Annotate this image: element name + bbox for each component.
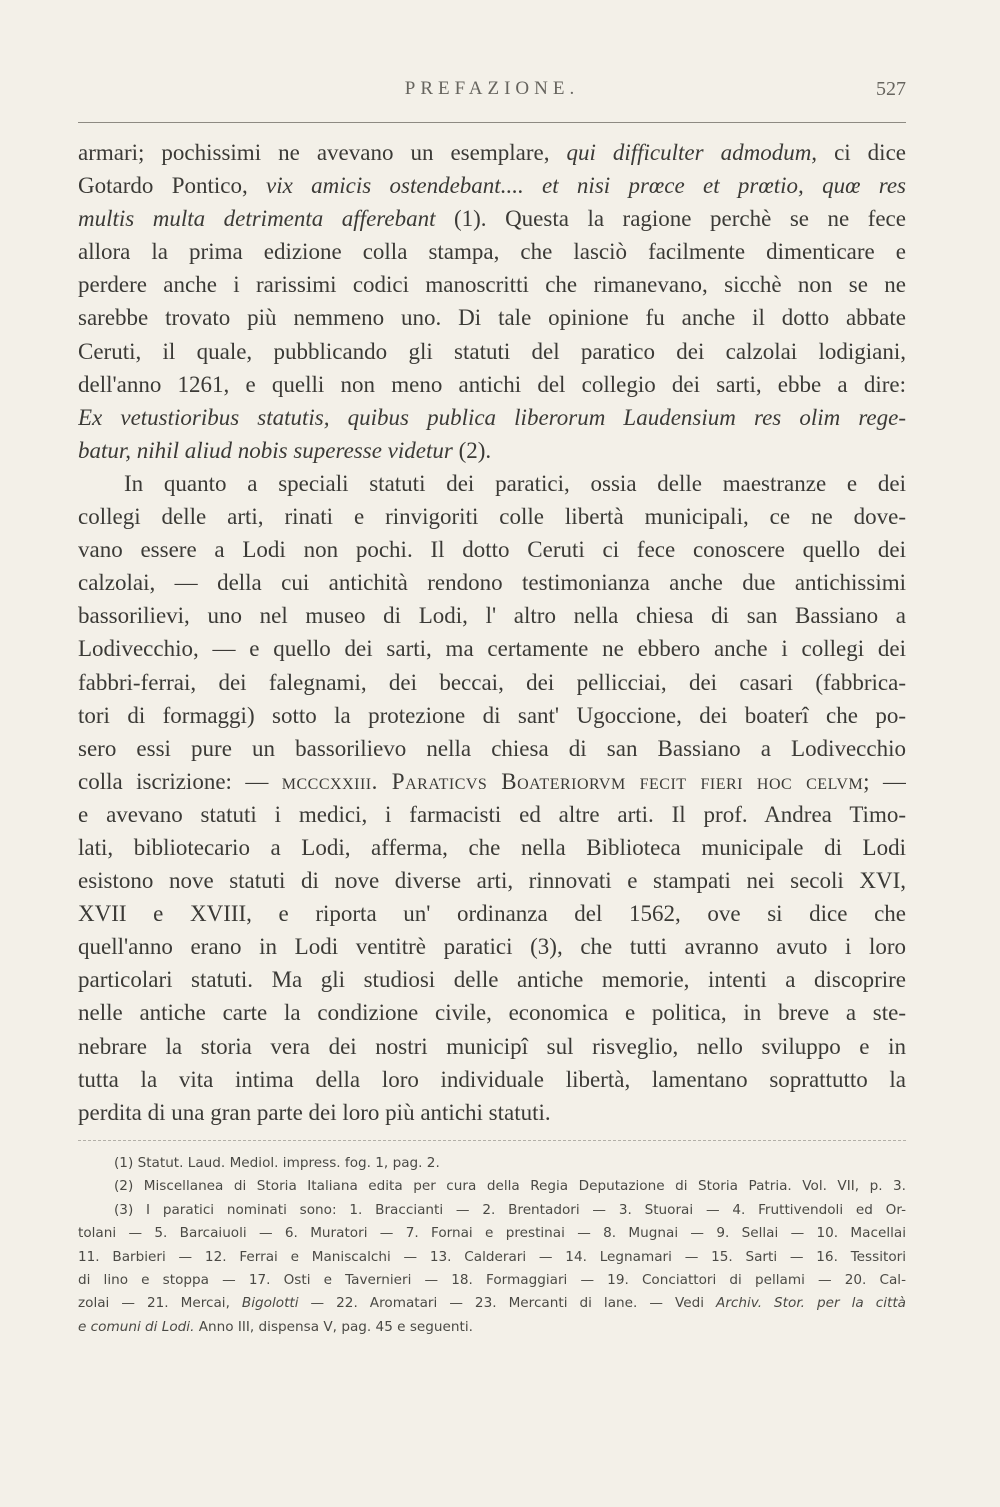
italic-run: vix amicis ostendebant.... et nisi prœce et prœtio, quœ res xyxy=(266,173,906,199)
footnote-line xyxy=(78,1316,906,1339)
text-line: Lodivecchio, — e quello dei sarti, ma certamente ne ebbero anche i collegi dei xyxy=(78,636,906,662)
text-line: nelle antiche carte la condizione civile, economica e politica, in breve a ste- xyxy=(78,1000,906,1026)
text-run: Gotardo Pontico, xyxy=(78,173,267,199)
text-line xyxy=(78,765,906,798)
text-line: tori di formaggi) sotto la protezione di sant' Ugoccione, dei boaterî che po- xyxy=(78,702,906,728)
italic-run: multis multa detrimenta afferebant xyxy=(78,206,436,232)
text-line: perdita di una gran parte dei loro più antichi statuti. xyxy=(78,1099,551,1125)
text-line: dell'anno 1261, e quelli non meno antichi del collegio dei sarti, ebbe a dire: xyxy=(78,371,906,397)
text-line xyxy=(78,202,906,235)
page-number: 527 xyxy=(876,78,906,100)
text-line: vano essere a Lodi non pochi. Il dotto Ceruti ci fece conoscere quello dei xyxy=(78,537,906,563)
text-run: ; — xyxy=(863,768,906,794)
text-run: Anno III, dispensa V, pag. 45 e seguenti. xyxy=(194,1318,473,1335)
text-line: perdere anche i rarissimi codici manoscritti che rimanevano, sicchè non se ne xyxy=(78,272,906,298)
footnote-3: (3) I paratici nominati sono: 1. Braccianti — 2. Brentadori — 3. Stuorai — 4. Fruttivendoli ed Or- xyxy=(114,1201,906,1218)
text-line: allora la prima edizione colla stampa, che lasciò facilmente dimenticare e xyxy=(78,239,906,265)
text-line: calzolai, — della cui antichità rendono testimonianza anche due antichissimi xyxy=(78,570,906,596)
text-run: ci dice xyxy=(817,140,906,165)
footnote-1: (1) Statut. Laud. Mediol. impress. fog. 1, pag. 2. xyxy=(114,1155,440,1171)
page-header xyxy=(78,78,906,108)
text-line: quell'anno erano in Lodi ventitrè paratici (3), che tutti avranno avuto i loro xyxy=(78,934,906,960)
text-line: lati, bibliotecario a Lodi, afferma, che nella Biblioteca municipale di Lodi xyxy=(78,834,906,860)
inscription-smallcaps: mccc​xxiii. Paraticvs Boateriorvm fecit fieri hoc celvm xyxy=(281,768,864,794)
footnote-line: tolani — 5. Barcaiuoli — 6. Muratori — 7. Fornai e prestinai — 8. Mugnai — 9. Sellai — 10. Macellai xyxy=(78,1225,906,1242)
text-line: sarebbe trovato più nemmeno uno. Di tale opinione fu anche il dotto abbate xyxy=(78,305,906,331)
text-run: colla iscrizione: — xyxy=(78,768,282,794)
italic-run: e comuni di Lodi. xyxy=(78,1318,195,1335)
text-line xyxy=(78,434,906,467)
running-title: PREFAZIONE. xyxy=(404,78,580,99)
text-line xyxy=(78,169,906,202)
text-run: (1). Questa la ragione perchè se ne fece xyxy=(435,206,906,232)
body-text xyxy=(78,136,906,1129)
footnote-line: di lino e stoppa — 17. Osti e Tavernieri — 18. Formaggiari — 19. Conciattori di pellami — 20. Cal- xyxy=(78,1271,906,1288)
italic-run: qui difficulter admodum, xyxy=(566,140,818,165)
text-line: nebrare la storia vera dei nostri municipî sul risveglio, nello sviluppo e in xyxy=(78,1033,906,1059)
text-line: sero essi pure un bassorilievo nella chiesa di san Bassiano a Lodivecchio xyxy=(78,735,906,761)
text-line: collegi delle arti, rinati e rinvigoriti colle libertà municipali, ce ne dove- xyxy=(78,504,906,530)
text-line xyxy=(78,136,906,169)
footnote-line: 11. Barbieri — 12. Ferrai e Maniscalchi — 13. Calderari — 14. Legnamari — 15. Sarti — 16. Tessitori xyxy=(78,1248,906,1265)
italic-run: Bigolotti xyxy=(241,1295,299,1312)
text-line: fabbri-ferrai, dei falegnami, dei beccai, dei pellicciai, dei casari (fabbrica- xyxy=(78,669,906,695)
italic-run: batur, nihil aliud nobis superesse videtur xyxy=(78,437,453,463)
text-line: tutta la vita intima della loro individuale libertà, lamentano soprattutto la xyxy=(78,1066,906,1092)
text-run: armari; pochissimi ne avevano un esemplare, xyxy=(78,140,567,165)
text-line: esistono nove statuti di nove diverse arti, rinnovati e stampati nei secoli XVI, xyxy=(78,868,906,894)
text-run: — 22. Aromatari — 23. Mercanti di lane. — Vedi xyxy=(298,1295,717,1312)
text-line: In quanto a speciali statuti dei paratici, ossia delle maestranze e dei xyxy=(124,470,906,496)
footnotes xyxy=(78,1152,906,1339)
text-line: XVII e XVIII, e riporta un' ordinanza del 1562, ove si dice che xyxy=(78,901,906,927)
header-rule xyxy=(78,122,906,123)
text-line: e avevano statuti i medici, i farmacisti ed altre arti. Il prof. Andrea Timo- xyxy=(78,801,906,827)
text-line: particolari statuti. Ma gli studiosi delle antiche memorie, intenti a discoprire xyxy=(78,967,906,993)
text-run: (2). xyxy=(452,437,492,463)
italic-run: Archiv. Stor. per la città xyxy=(716,1295,906,1312)
text-line: Ex vetustioribus statutis, quibus publica liberorum Laudensium res olim rege- xyxy=(78,404,906,430)
footnote-2: (2) Miscellanea di Storia Italiana edita per cura della Regia Deputazione di Storia Patria. Vol. VII, p. 3. xyxy=(114,1178,906,1195)
text-run: zolai — 21. Mercai, xyxy=(78,1295,242,1312)
footnote-line xyxy=(78,1292,906,1315)
footnote-rule xyxy=(78,1140,906,1141)
text-line: Ceruti, il quale, pubblicando gli statuti del paratico dei calzolai lodigiani, xyxy=(78,338,906,364)
text-line: bassorilievi, uno nel museo di Lodi, l' altro nella chiesa di san Bassiano a xyxy=(78,603,906,629)
